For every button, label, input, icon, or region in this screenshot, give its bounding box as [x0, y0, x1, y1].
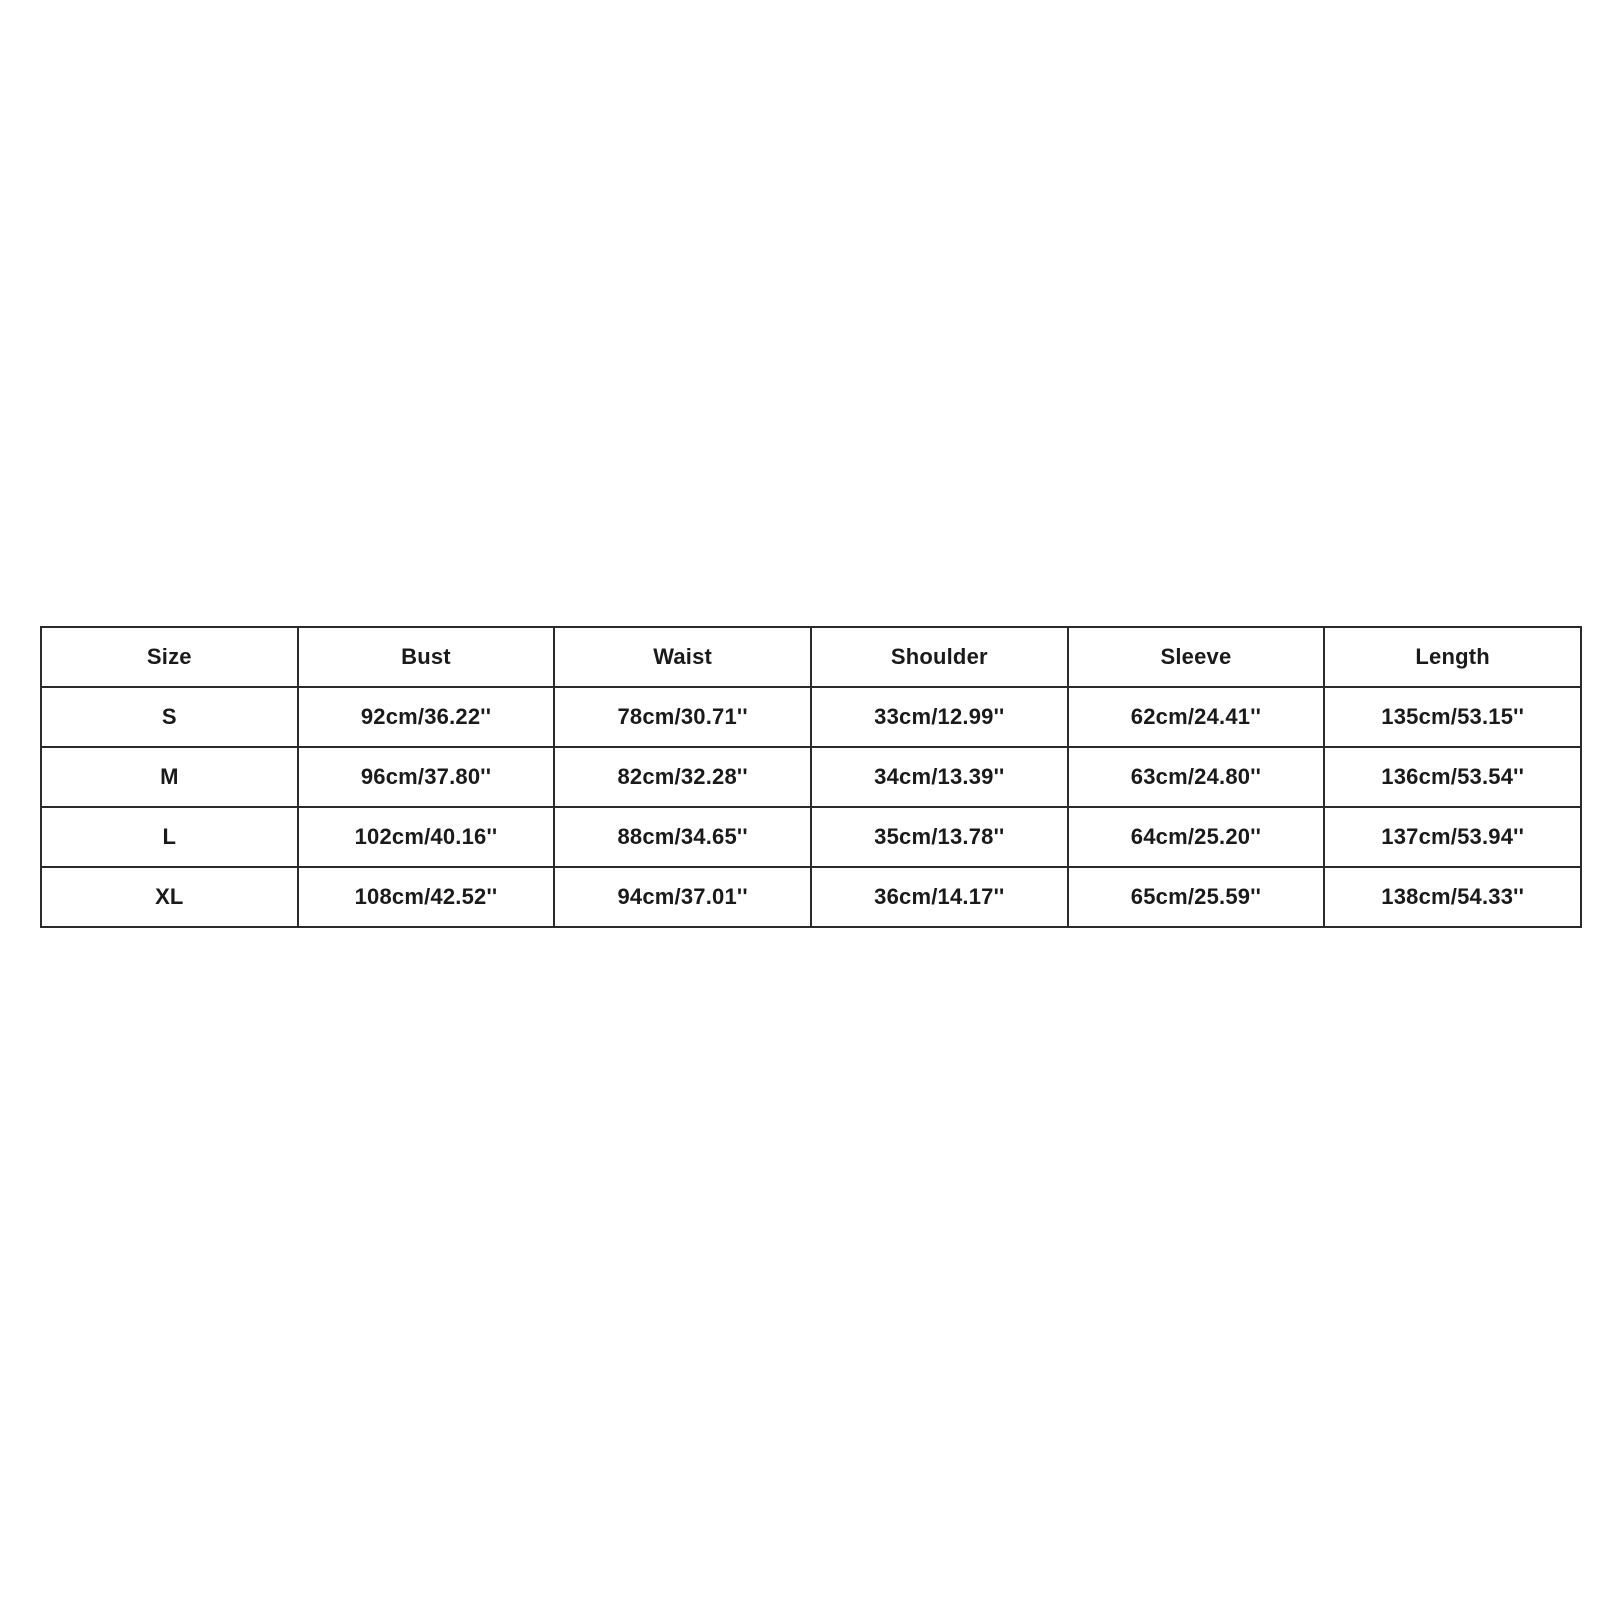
column-header-shoulder: Shoulder	[811, 627, 1068, 687]
table-row	[41, 687, 1581, 747]
length-cell: 137cm/53.94''	[1324, 807, 1581, 867]
column-header-bust: Bust	[298, 627, 555, 687]
shoulder-cell: 35cm/13.78''	[811, 807, 1068, 867]
column-header-waist: Waist	[554, 627, 811, 687]
waist-cell: 78cm/30.71''	[554, 687, 811, 747]
table-row	[41, 867, 1581, 927]
column-header-size: Size	[41, 627, 298, 687]
table-header-row	[41, 627, 1581, 687]
table-row	[41, 807, 1581, 867]
bust-cell: 92cm/36.22''	[298, 687, 555, 747]
column-header-sleeve: Sleeve	[1068, 627, 1325, 687]
bust-cell: 108cm/42.52''	[298, 867, 555, 927]
length-cell: 138cm/54.33''	[1324, 867, 1581, 927]
waist-cell: 88cm/34.65''	[554, 807, 811, 867]
size-cell: XL	[41, 867, 298, 927]
size-cell: S	[41, 687, 298, 747]
size-cell: L	[41, 807, 298, 867]
sleeve-cell: 64cm/25.20''	[1068, 807, 1325, 867]
bust-cell: 96cm/37.80''	[298, 747, 555, 807]
size-cell: M	[41, 747, 298, 807]
shoulder-cell: 34cm/13.39''	[811, 747, 1068, 807]
table-row	[41, 747, 1581, 807]
bust-cell: 102cm/40.16''	[298, 807, 555, 867]
length-cell: 135cm/53.15''	[1324, 687, 1581, 747]
shoulder-cell: 36cm/14.17''	[811, 867, 1068, 927]
sleeve-cell: 65cm/25.59''	[1068, 867, 1325, 927]
length-cell: 136cm/53.54''	[1324, 747, 1581, 807]
waist-cell: 94cm/37.01''	[554, 867, 811, 927]
size-chart-table	[40, 626, 1582, 928]
shoulder-cell: 33cm/12.99''	[811, 687, 1068, 747]
column-header-length: Length	[1324, 627, 1581, 687]
sleeve-cell: 62cm/24.41''	[1068, 687, 1325, 747]
waist-cell: 82cm/32.28''	[554, 747, 811, 807]
sleeve-cell: 63cm/24.80''	[1068, 747, 1325, 807]
